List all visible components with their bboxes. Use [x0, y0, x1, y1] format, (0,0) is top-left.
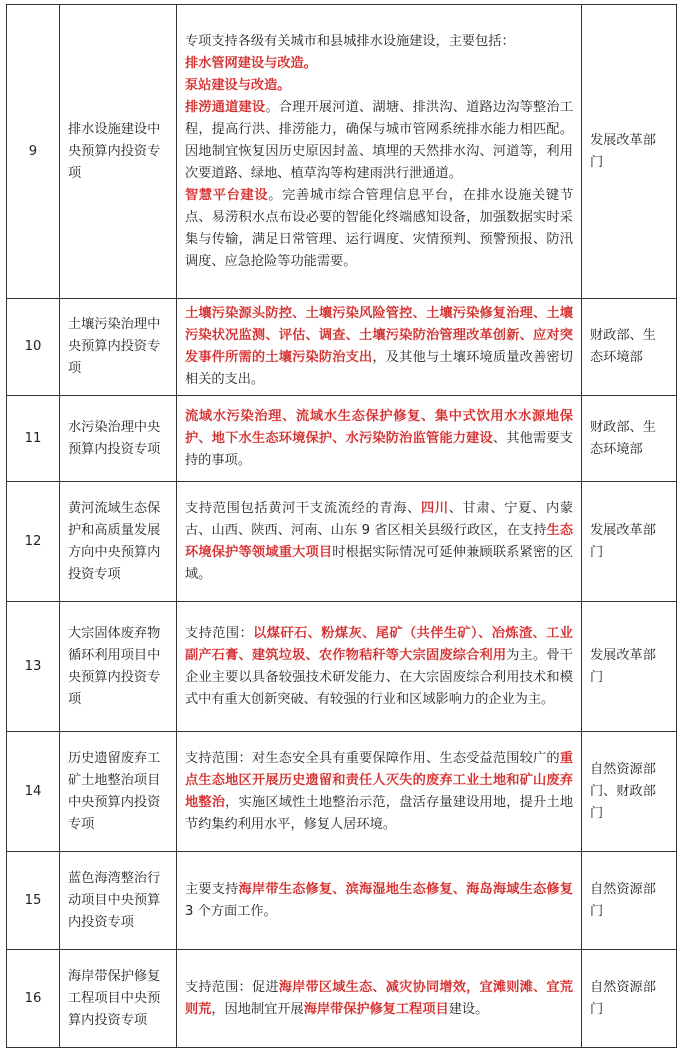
- content-text: 主要支持: [185, 881, 239, 897]
- content-paragraph: [185, 303, 573, 391]
- project-name: 土壤污染治理中央预算内投资专项: [60, 299, 177, 396]
- content-paragraph: [185, 623, 573, 711]
- content-text: 支持范围：促进: [185, 979, 279, 995]
- table-row: [7, 732, 677, 852]
- table-body: [7, 5, 677, 1048]
- department: 发展改革部门: [582, 602, 677, 732]
- row-number: 15: [7, 852, 60, 950]
- table-row: [7, 299, 677, 396]
- project-name: 海岸带保护修复工程项目中央预算内投资专项: [60, 950, 177, 1048]
- row-number: 12: [7, 482, 60, 602]
- row-number: 16: [7, 950, 60, 1048]
- highlight-text: 海岸带生态修复、滨海湿地生态修复、海岛海域生态修复: [238, 881, 573, 897]
- highlight-text: 以煤矸石、粉煤灰、尾矿（共伴生矿）、冶炼渣、工业副产石膏、建筑垃圾、农作物秸秆等大宗固废综合利用: [185, 625, 573, 663]
- department: 发展改革部门: [582, 482, 677, 602]
- content-text: 建设。: [448, 1001, 489, 1017]
- content-text: 支持范围包括黄河干支流流经的青海、: [185, 500, 421, 516]
- department: 财政部、生态环境部: [582, 299, 677, 396]
- content-text: 、其他需要支持的事项。: [185, 430, 574, 468]
- content-text: 。合理开展河道、湖塘、排洪沟、道路边沟等整治工程，提高行洪、排涝能力，确保与城市管网系统排水能力相匹配。因地制宜恢复因历史原因封盖、填埋的天然排水沟、河道等，利用次要道路、绿地、植草沟等构建雨洪行泄通道。: [185, 99, 574, 181]
- highlight-text: 排水管网建设与改造。: [185, 55, 317, 71]
- table-row: [7, 852, 677, 950]
- project-name: 历史遗留废弃工矿土地整治项目中央预算内投资专项: [60, 732, 177, 852]
- project-content: [177, 299, 582, 396]
- highlight-text: 四川: [421, 500, 449, 516]
- highlight-text: 泵站建设与改造。: [185, 77, 291, 93]
- row-number: 14: [7, 732, 60, 852]
- content-paragraph: [185, 977, 573, 1021]
- content-paragraph: [185, 75, 573, 97]
- content-paragraph: [185, 406, 573, 472]
- highlight-text: 土壤污染源头防控、土壤污染风险管控、土壤污染修复治理、土壤污染状况监测、评估、调查、土壤污染防治管理改革创新、应对突发事件所需的土壤污染防治支出: [185, 306, 573, 365]
- row-number: 13: [7, 602, 60, 732]
- project-name: 水污染治理中央预算内投资专项: [60, 396, 177, 482]
- highlight-text: 海岸带区域生态、减灾协同增效，宜滩则滩、宜荒则荒: [185, 979, 573, 1017]
- department: 自然资源部门: [582, 852, 677, 950]
- department: 财政部、生态环境部: [582, 396, 677, 482]
- table-row: [7, 950, 677, 1048]
- content-text: 、甘肃、宁夏、内蒙古、山西、陕西、河南、山东 9 省区相关县级行政区，在支持: [185, 500, 574, 538]
- project-content: [177, 482, 582, 602]
- content-paragraph: [185, 31, 573, 53]
- table-row: [7, 482, 677, 602]
- content-paragraph: [185, 879, 573, 923]
- content-text: ，因地制宜开展: [211, 1001, 304, 1017]
- content-paragraph: [185, 185, 573, 273]
- content-text: ，实施区域性土地整治示范，盘活存量建设用地，提升土地节约集约利用水平，修复人居环境。: [185, 794, 574, 832]
- project-name: 大宗固体废弃物循环利用项目中央预算内投资专项: [60, 602, 177, 732]
- project-name: 排水设施建设中央预算内投资专项: [60, 5, 177, 299]
- content-text: 支持范围：: [185, 625, 254, 641]
- content-paragraph: [185, 498, 573, 586]
- project-content: [177, 950, 582, 1048]
- row-number: 11: [7, 396, 60, 482]
- project-content: [177, 852, 582, 950]
- department: 发展改革部门: [582, 5, 677, 299]
- project-content: [177, 732, 582, 852]
- table-row: [7, 602, 677, 732]
- highlight-text: 重点生态地区开展历史遗留和责任人灭失的废弃工业土地和矿山废弃地整治: [185, 750, 573, 810]
- content-paragraph: [185, 53, 573, 75]
- table-row: [7, 5, 677, 299]
- content-text: 3 个方面工作。: [185, 903, 277, 919]
- content-text: ，及其他与土壤环境质量改善密切相关的支出。: [185, 350, 573, 387]
- content-text: 为主。骨干企业主要以具备较强技术研发能力、在大宗固废综合利用技术和模式中有重大创新突破、有较强的行业和区域影响力的企业为主。: [185, 647, 573, 707]
- content-paragraph: [185, 97, 573, 185]
- highlight-text: 智慧平台建设: [185, 187, 269, 203]
- investment-table: [6, 4, 677, 1048]
- table-row: [7, 396, 677, 482]
- project-content: [177, 5, 582, 299]
- content-text: 专项支持各级有关城市和县城排水设施建设，主要包括：: [185, 33, 515, 49]
- department: 自然资源部门、财政部门: [582, 732, 677, 852]
- content-text: 支持范围：对生态安全具有重要保障作用、生态受益范围较广的: [185, 750, 560, 766]
- highlight-text: 排涝通道建设: [185, 99, 266, 115]
- project-content: [177, 396, 582, 482]
- highlight-text: 生态环境保护等领域重大项目: [185, 522, 574, 560]
- department: 自然资源部门: [582, 950, 677, 1048]
- row-number: 10: [7, 299, 60, 396]
- content-text: 。完善城市综合管理信息平台，在排水设施关键节点、易涝积水点布设必要的智能化终端感知设备，加强数据实时采集与传输，满足日常管理、运行调度、灾情预判、预警预报、防汛调度、应急抢险等功能需要。: [185, 187, 574, 269]
- project-content: [177, 602, 582, 732]
- content-text: 时根据实际情况可延伸兼顾联系紧密的区域。: [185, 544, 574, 582]
- highlight-text: 海岸带保护修复工程项目: [303, 1001, 449, 1017]
- row-number: 9: [7, 5, 60, 299]
- content-paragraph: [185, 748, 573, 836]
- highlight-text: 流域水污染治理、流域水生态保护修复、集中式饮用水水源地保护、地下水生态环境保护、水污染防治监管能力建设: [185, 408, 573, 446]
- project-name: 蓝色海湾整治行动项目中央预算内投资专项: [60, 852, 177, 950]
- project-name: 黄河流域生态保护和高质量发展方向中央预算内投资专项: [60, 482, 177, 602]
